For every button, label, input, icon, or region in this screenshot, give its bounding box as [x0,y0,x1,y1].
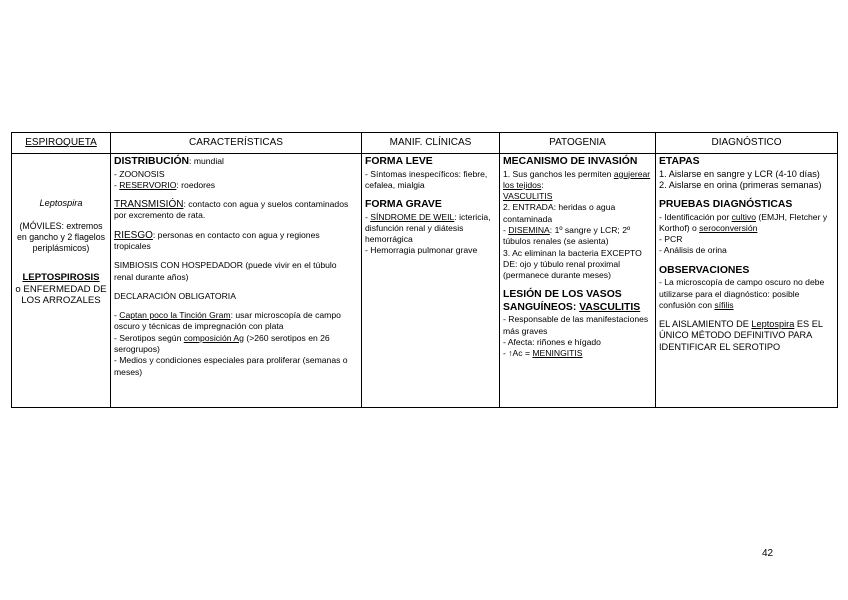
organism-desc: (MÓVILES: extremos en gancho y 2 flagelos periplásmicos) [16,221,106,254]
reservorio: - RESERVORIO: roedores [114,179,216,190]
header-espiroqueta: ESPIROQUETA [12,133,111,154]
captan-gram: - Captan poco la Tinción Gram: usar microscopía de campo oscuro y técnicas de impregnación con plata [114,310,341,332]
forma-leve-text: - Síntomas inespecíficos: fiebre, cefalea, mialgia [365,168,488,190]
zoonosis: - ZOONOSIS [114,168,165,179]
header-diagnostico: DIAGNÓSTICO [656,133,838,154]
diagnostico-cell [656,154,838,408]
header-manif-clinicas: MANIF. CLÍNICAS [362,133,500,154]
medios: - Medios y condiciones especiales para proliferar (semanas o meses) [114,355,348,377]
transmision: TRANSMISIÓN: contacto con agua y suelos contaminados por excremento de rata. [114,199,349,221]
organism-name: Leptospira [39,198,83,208]
pruebas-title: PRUEBAS DIAGNÓSTICAS [659,199,793,211]
meningitis: - ↑Ac = MENINGITIS [503,348,583,359]
aislamiento: EL AISLAMIENTO DE Leptospira ES EL ÚNICO MÉTODO DEFINITIVO PARA IDENTIFICAR EL SEROTIPO [659,319,823,352]
header-caracteristicas: CARACTERÍSTICAS [111,133,362,154]
header-row [12,133,838,154]
etapa-2: 2. Aislarse en orina (primeras semanas) [659,179,822,190]
header-patogenia: PATOGENIA [500,133,656,154]
riesgo: RIESGO: personas en contacto con agua y regiones tropicales [114,229,320,251]
patogenia-cell [500,154,656,408]
vasculitis: VASCULITIS [503,191,553,202]
lesion-vasos-title: LESIÓN DE LOS VASOS SANGUÍNEOS: VASCULITIS [503,289,641,313]
etapas-title: ETAPAS [659,156,700,167]
mecanismo-1: 1. Sus ganchos les permiten agujerear los tejidos: [503,168,651,190]
observacion-1: - La microscopía de campo oscuro no debe utilizarse para el diagnóstico: posible confusión con sífilis [659,277,825,310]
afecta: - Afecta: riñones e hígado [503,337,601,348]
responsable: - Responsable de las manifestaciones más graves [503,314,649,336]
forma-leve-title: FORMA LEVE [365,156,433,167]
analisis-orina: - Análisis de orina [659,245,727,256]
hemorragia: - Hemorragia pulmonar grave [365,245,478,256]
disemina: - DISEMINA: 1º sangre y LCR; 2º túbulos renales (se asienta) [503,224,631,247]
distribucion: DISTRIBUCIÓN: mundial [114,156,224,167]
forma-grave-title: FORMA GRAVE [365,199,442,211]
entrada: 2. ENTRADA: heridas o agua contaminada [503,202,616,224]
identificacion: - Identificación por cultivo (EMJH, Fletcher y Korthof) o seroconversión [659,211,828,233]
sindrome-weil: - SÍNDROME DE WEIL: ictericia, disfunción renal y diátesis hemorrágica [365,211,491,245]
observaciones-title: OBSERVACIONES [659,264,750,276]
declaracion: DECLARACIÓN OBLIGATORIA [114,290,236,301]
disease-name: LEPTOSPIROSIS o ENFERMEDAD DE LOS ARROZALES [15,272,107,306]
caracteristicas-cell [111,154,362,408]
page-number: 42 [762,548,774,559]
mecanismo-title: MECANISMO DE INVASIÓN [503,156,638,167]
simbiosis: SIMBIOSIS CON HOSPEDADOR (puede vivir en el túbulo renal durante años) [114,260,337,282]
anticuerpos: 3. Ac eliminan la bacteria EXCEPTO DE: ojo y túbulo renal proximal (permanece durante meses) [503,247,642,281]
leptospira-row [12,154,838,408]
serotipos: - Serotipos según composición Ag (>260 serotipos en 26 serogrupos) [114,332,330,355]
manif-clinicas-cell [362,154,500,408]
espiroquetas-table [11,132,838,408]
etapa-1: 1. Aislarse en sangre y LCR (4-10 días) [659,168,820,179]
pcr: - PCR [659,234,683,245]
espiroqueta-cell [12,154,111,408]
